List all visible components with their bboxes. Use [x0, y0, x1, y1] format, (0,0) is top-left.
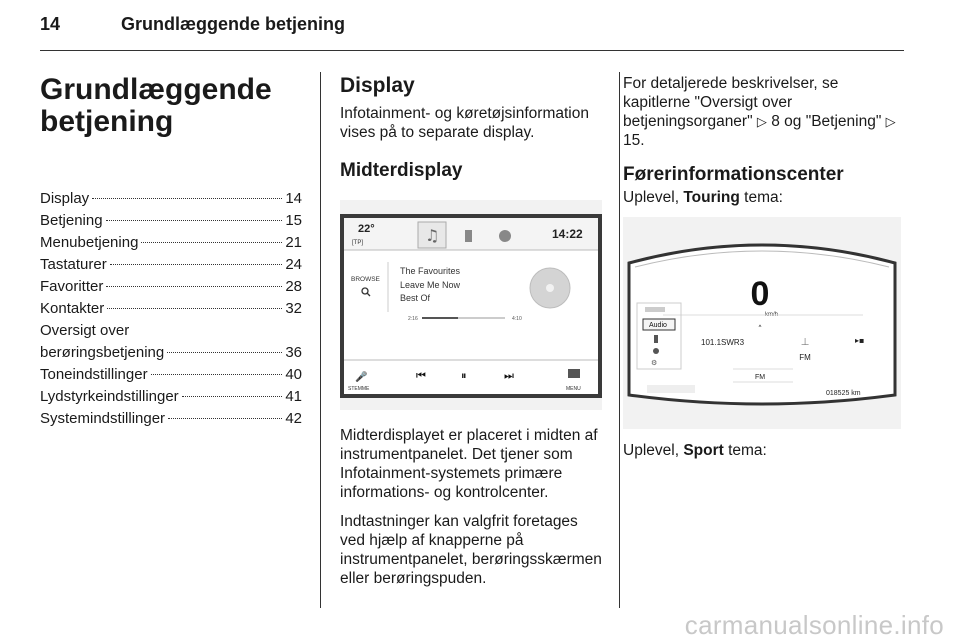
next-track-icon: ⏭ — [504, 369, 514, 382]
toc-entry[interactable] — [40, 364, 302, 386]
page-ref-arrow-icon: ▷ — [885, 114, 896, 129]
duration-label: 4:10 — [512, 316, 522, 322]
toc-leader-dots — [107, 308, 282, 309]
toc-entry-page: 41 — [285, 388, 302, 405]
page-number: 14 — [40, 14, 61, 34]
toc-entry-label: Display — [40, 190, 90, 207]
menu-label: MENU — [566, 386, 581, 392]
running-header — [40, 14, 345, 35]
toc-entry-label: Systemindstillinger — [40, 410, 166, 427]
clock-readout: 14:22 — [552, 227, 583, 241]
section-heading-display: Display — [340, 74, 415, 97]
toc-entry[interactable] — [40, 254, 302, 276]
touring-theme-name: Touring — [683, 189, 740, 206]
chapter-title: Grundlæggende betjening — [40, 73, 272, 138]
station-name: 101.1SWR3 — [701, 338, 745, 347]
voice-icon: 🎤 — [355, 372, 368, 383]
subheading-midterdisplay: Midterdisplay — [340, 160, 463, 181]
subheading-info-center: Førerinformationscenter — [623, 164, 844, 185]
paragraph-input: Indtastninger kan valgfrit foretages ved hjælp af knapperne på instrumentpanelet, berøringsskærmen eller berøringspuden. — [340, 513, 602, 587]
position-label: 2:16 — [408, 316, 418, 322]
page-ref-arrow-icon: ▷ — [756, 114, 767, 129]
column-divider-right — [619, 72, 620, 608]
toc-entry[interactable] — [40, 188, 302, 210]
band-bottom: FM — [754, 374, 766, 381]
reference-text-a: For detaljerede beskrivelser, se kapitlerne "Oversigt over betjeningsorganer" — [623, 75, 839, 130]
speed-unit: km/h — [765, 312, 779, 318]
watermark: carmanualsonline.info — [684, 610, 944, 640]
toc-entry-page: 21 — [285, 234, 302, 251]
touring-cluster-image — [623, 217, 901, 429]
sport-caption-post: tema: — [723, 442, 767, 459]
center-display-image — [340, 200, 602, 410]
gauge-bar — [647, 385, 695, 393]
toc-entry[interactable] — [40, 210, 302, 232]
toc-entry-label: Betjening — [40, 212, 103, 229]
reference-text-b: og "Betjening" — [779, 113, 886, 130]
table-of-contents — [40, 188, 302, 430]
touring-caption — [623, 188, 903, 207]
pause-icon: ⏸ — [461, 369, 467, 382]
reference-paragraph — [623, 74, 903, 150]
toc-column — [40, 74, 302, 430]
toc-entry-label-line1: Oversigt over — [40, 322, 130, 339]
toc-entry[interactable] — [40, 408, 302, 430]
toc-entry-page: 36 — [285, 344, 302, 361]
toc-entry-label: Toneindstillinger — [40, 366, 148, 383]
toc-entry-page: 40 — [285, 366, 302, 383]
settings-icon: ⚙ — [651, 359, 658, 367]
toc-entry-page: 28 — [285, 278, 302, 295]
toc-leader-dots — [106, 286, 282, 287]
toc-leader-dots — [110, 264, 283, 265]
toc-entry-label: Tastaturer — [40, 256, 107, 273]
odometer: 018525 km — [826, 390, 861, 397]
antenna-icon: ⊥ — [800, 337, 810, 348]
audio-tab-label: Audio — [649, 322, 667, 329]
info-center-column — [623, 74, 903, 470]
toc-entry-page: 32 — [285, 300, 302, 317]
paragraph-placement: Midterdisplayet er placeret i midten af instrumentpanelet. Det tjener som Infotainment-systemets primære informations- og kontrolcenter. — [340, 427, 598, 501]
music-note-icon: ♫ — [425, 226, 440, 245]
toc-entry[interactable] — [40, 276, 302, 298]
toc-entry-label: Menubetjening — [40, 234, 139, 251]
toc-entry[interactable] — [40, 232, 302, 254]
phone-icon — [465, 230, 472, 242]
toc-entry-page: 15 — [285, 212, 302, 229]
toc-entry-page: 42 — [285, 410, 302, 427]
toc-leader-dots — [141, 242, 282, 243]
toc-entry[interactable] — [40, 320, 302, 364]
speed-readout: 0 — [750, 275, 770, 313]
track-line-1: The Favourites — [400, 266, 461, 276]
touring-caption-post: tema: — [739, 189, 783, 206]
menu-icon — [568, 369, 580, 378]
sport-caption — [623, 441, 903, 460]
header-rule — [40, 50, 904, 51]
toc-leader-dots — [106, 220, 283, 221]
track-line-3: Best Of — [400, 293, 431, 303]
page-ref-b: 15. — [623, 132, 645, 149]
previous-track-icon: ⏮ — [416, 369, 426, 382]
touring-cluster-figure — [623, 217, 901, 429]
display-column — [340, 74, 605, 598]
track-line-2: Leave Me Now — [400, 280, 461, 290]
toc-leader-dots — [92, 198, 282, 199]
voice-label: STEMME — [348, 386, 370, 392]
toc-entry[interactable] — [40, 386, 302, 408]
band-right: FM — [799, 353, 811, 362]
chevron-up-icon: ˄ — [757, 325, 763, 335]
menu-tab-icon — [645, 307, 665, 312]
toc-entry[interactable] — [40, 298, 302, 320]
browse-label: BROWSE — [351, 276, 380, 283]
column-divider-left — [320, 72, 321, 608]
toc-entry-label: Kontakter — [40, 300, 105, 317]
intro-paragraph: Infotainment- og køretøjsinformation vises på to separate display. — [340, 105, 589, 141]
tp-indicator: [TP] — [352, 240, 364, 246]
toc-entry-page: 14 — [285, 190, 302, 207]
nav-icon — [499, 230, 511, 242]
phone-icon — [654, 335, 658, 343]
toc-entry-label: Favoritter — [40, 278, 104, 295]
toc-leader-dots — [151, 374, 283, 375]
nav-icon — [653, 348, 659, 354]
temp-readout: 22° — [358, 223, 375, 235]
toc-leader-dots — [182, 396, 283, 397]
sport-caption-pre: Uplevel, — [623, 442, 684, 459]
touring-caption-pre: Uplevel, — [623, 189, 684, 206]
sport-theme-name: Sport — [683, 442, 724, 459]
skip-icon: ▸▪ — [855, 336, 865, 345]
toc-leader-dots — [168, 418, 282, 419]
toc-entry-label: Lydstyrkeindstillinger — [40, 388, 179, 405]
center-display-figure — [340, 200, 602, 410]
running-title: Grundlæggende betjening — [121, 14, 346, 34]
page-ref-a: 8 — [771, 113, 780, 130]
toc-entry-page: 24 — [285, 256, 302, 273]
toc-entry-label: berøringsbetjening — [40, 344, 165, 361]
toc-leader-dots — [167, 352, 282, 353]
